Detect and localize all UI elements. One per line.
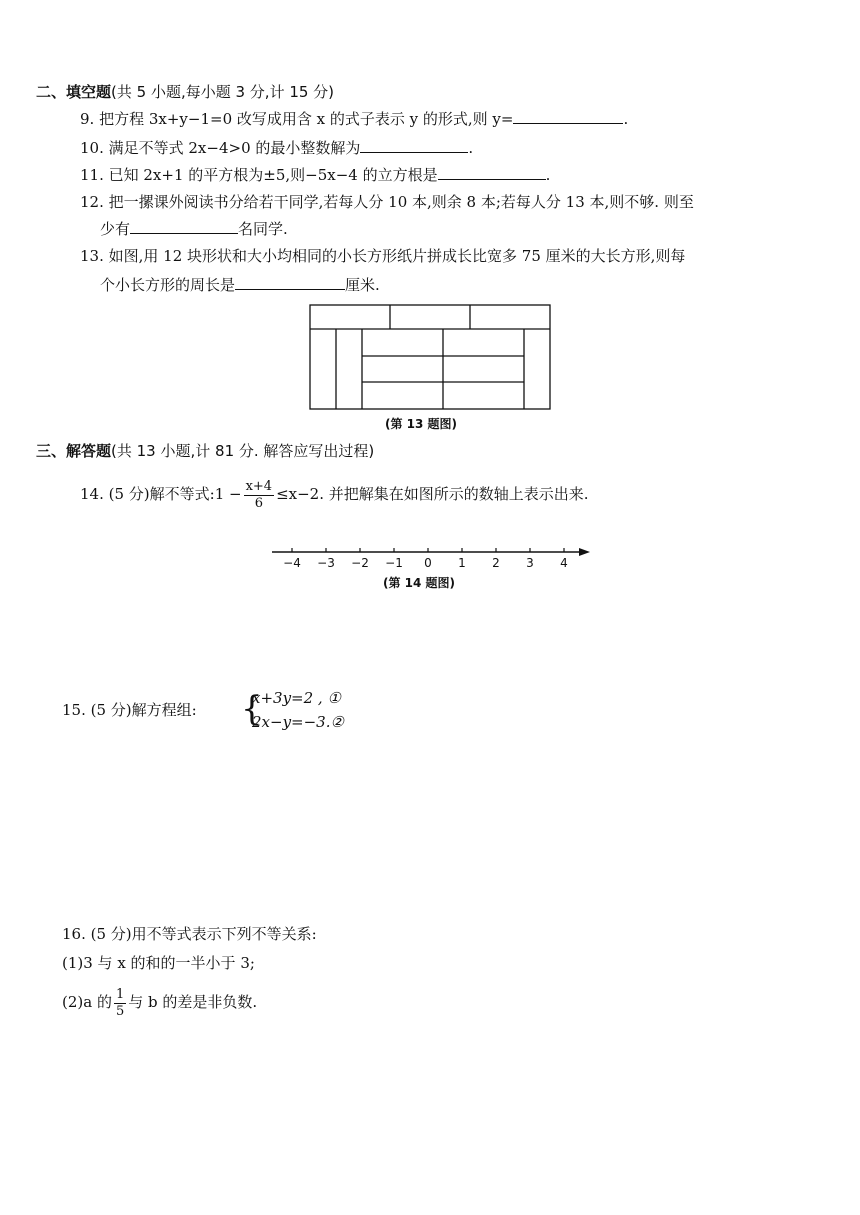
outer-rectangle (310, 305, 550, 409)
tick-label: 4 (560, 556, 568, 570)
question-12-text: 12. 把一摞课外阅读书分给若干同学,若每人分 10 本,则余 8 本;若每人分 13 本,则不够. 则至 (80, 193, 694, 211)
question-12-line-2 (100, 219, 288, 239)
answer-blank-9[interactable] (513, 109, 623, 124)
section-2-title: 二、填空题 (36, 83, 112, 101)
fraction-numerator: x+4 (245, 478, 273, 494)
question-12-line-1 (80, 192, 694, 212)
section-3-title: 三、解答题 (36, 442, 112, 460)
question-11-text: 11. 已知 2x+1 的平方根为±5,则−5x−4 的立方根是 (80, 166, 438, 184)
figure-13-caption: (第 13 题图) (385, 417, 458, 431)
question-9-text: 9. 把方程 3x+y−1=0 改写成用含 x 的式子表示 y 的形式,则 y= (80, 110, 514, 128)
question-13-line-1 (80, 246, 685, 266)
fraction-x-plus-4-over-6 (244, 479, 275, 512)
answer-blank-11[interactable] (438, 165, 546, 180)
question-14 (80, 476, 589, 512)
question-13-line-2 (100, 275, 380, 295)
question-13-text-b: 厘米. (345, 276, 380, 294)
question-16-item-2-prefix: (2)a 的 (62, 993, 112, 1011)
fraction-one-fifth (114, 987, 126, 1020)
number-line-arrow (579, 548, 590, 556)
answer-blank-13[interactable] (235, 275, 345, 290)
figure-14-caption: (第 14 题图) (383, 576, 456, 590)
question-12-text-b: 名同学. (238, 220, 288, 238)
question-14-suffix: ≤x−2. 并把解集在如图所示的数轴上表示出来. (276, 485, 589, 503)
question-16-item-1: (1)3 与 x 的和的一半小于 3; (62, 954, 255, 972)
tick-label: 0 (424, 556, 432, 570)
fraction-numerator: 1 (115, 986, 125, 1002)
tick-label: −2 (351, 556, 369, 570)
question-10-end: . (468, 139, 474, 157)
question-15 (62, 700, 197, 720)
number-line (268, 540, 598, 572)
tick-label: −4 (283, 556, 301, 570)
tick-label: 3 (526, 556, 534, 570)
equation-1: x+3y=2 , ① (252, 689, 341, 707)
question-11-end: . (545, 166, 551, 184)
question-10-text: 10. 满足不等式 2x−4>0 的最小整数解为 (80, 139, 361, 157)
answer-blank-10[interactable] (360, 138, 468, 153)
question-10 (80, 138, 473, 158)
section-2-heading (36, 82, 334, 102)
question-11 (80, 165, 550, 185)
tick-label: −1 (385, 556, 403, 570)
section-3-heading (36, 441, 374, 461)
fraction-denominator: 5 (115, 1003, 125, 1019)
equation-2: 2x−y=−3.② (252, 713, 344, 731)
question-15-prefix: 15. (5 分)解方程组: (62, 701, 197, 719)
question-16-title: 16. (5 分)用不等式表示下列不等关系: (62, 925, 317, 943)
question-12-text-a: 少有 (100, 220, 131, 238)
rectangle-puzzle-figure (305, 300, 557, 412)
section-3-note: (共 13 小题,计 81 分. 解答应写出过程) (111, 442, 375, 460)
question-16-item-2 (62, 984, 257, 1020)
equation-system-brace: { (241, 689, 263, 729)
question-9 (80, 109, 628, 129)
section-2-note: (共 5 小题,每小题 3 分,计 15 分) (111, 83, 335, 101)
question-13-text: 13. 如图,用 12 块形状和大小均相同的小长方形纸片拼成长比宽多 75 厘米的大长方形,则每 (80, 247, 686, 265)
question-13-text-a: 个小长方形的周长是 (100, 276, 236, 294)
tick-label: 1 (458, 556, 466, 570)
question-16-item-2-suffix: 与 b 的差是非负数. (128, 993, 258, 1011)
answer-blank-12[interactable] (130, 219, 238, 234)
tick-label: −3 (317, 556, 335, 570)
question-14-prefix: 14. (5 分)解不等式:1 − (80, 485, 242, 503)
tick-label: 2 (492, 556, 500, 570)
question-9-end: . (623, 110, 629, 128)
fraction-denominator: 6 (254, 495, 263, 511)
